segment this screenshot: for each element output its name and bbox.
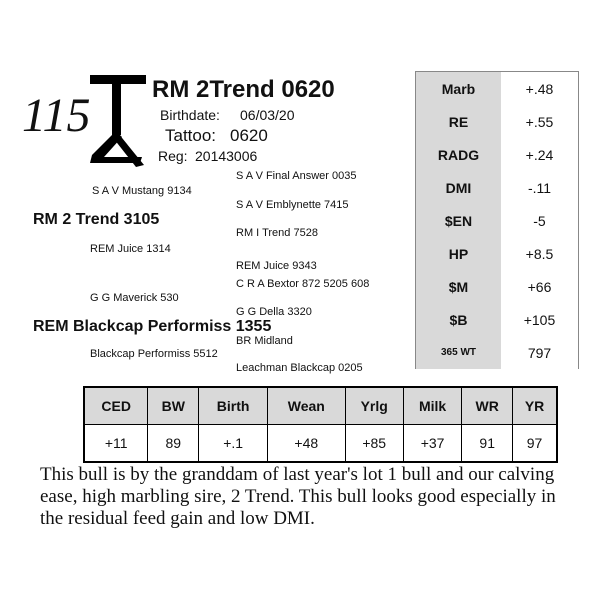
epd-strip-header: YR [513, 387, 557, 425]
epd-label: 365 WT [416, 336, 501, 369]
epd-strip-value: 91 [462, 425, 513, 463]
pedigree-sire-sire: S A V Mustang 9134 [92, 185, 192, 197]
epd-label: DMI [416, 171, 501, 204]
epd-row [416, 72, 578, 105]
epd-row [416, 303, 578, 336]
pedigree-dam: REM Blackcap Performiss 1355 [33, 318, 272, 335]
epd-strip-value: +85 [345, 425, 403, 463]
reg-value: 20143006 [195, 148, 258, 164]
epd-strip-value: +11 [84, 425, 148, 463]
epd-strip-header: WR [462, 387, 513, 425]
epd-strip-header: Wean [268, 387, 345, 425]
reg-label: Reg: [158, 148, 188, 164]
pedigree-dam-sire: G G Maverick 530 [90, 292, 179, 304]
epd-strip-header: CED [84, 387, 148, 425]
pedigree-dam-dam-dam: Leachman Blackcap 0205 [236, 362, 363, 374]
pedigree-sire-sire-sire: S A V Final Answer 0035 [236, 170, 357, 182]
epd-value: +.24 [501, 138, 578, 171]
lot-number: 115 [22, 89, 91, 142]
epd-strip-value: +.1 [199, 425, 268, 463]
epd-value: +105 [501, 303, 578, 336]
epd-value: 797 [501, 336, 578, 369]
epd-strip-header: Yrlg [345, 387, 403, 425]
pedigree-sire-sire-dam: S A V Emblynette 7415 [236, 199, 349, 211]
birthdate-label: Birthdate: [160, 107, 220, 123]
tattoo-value: 0620 [230, 126, 268, 145]
pedigree-sire-dam-dam: REM Juice 9343 [236, 260, 317, 272]
epd-label: HP [416, 237, 501, 270]
epd-label: $M [416, 270, 501, 303]
tattoo-label: Tattoo: [165, 126, 217, 145]
epd-label: RE [416, 105, 501, 138]
epd-label: $B [416, 303, 501, 336]
epd-strip-value: +48 [268, 425, 345, 463]
epd-row [416, 336, 578, 369]
epd-row [416, 270, 578, 303]
epd-side-table [415, 71, 579, 369]
epd-row [416, 171, 578, 204]
pedigree-dam-sire-sire: C R A Bextor 872 5205 608 [236, 278, 370, 290]
pedigree-sire-dam-sire: RM I Trend 7528 [236, 227, 318, 239]
epd-label: $EN [416, 204, 501, 237]
epd-strip-header-row [84, 387, 557, 425]
epd-value: +.55 [501, 105, 578, 138]
epd-strip-value: +37 [403, 425, 461, 463]
epd-value: +.48 [501, 72, 578, 105]
epd-value: +66 [501, 270, 578, 303]
birthdate-value: 06/03/20 [240, 107, 295, 123]
epd-strip-value: 97 [513, 425, 557, 463]
epd-strip-header: BW [148, 387, 199, 425]
animal-name: RM 2Trend 0620 [152, 76, 335, 103]
epd-value: -5 [501, 204, 578, 237]
epd-strip-value: 89 [148, 425, 199, 463]
description-text: This bull is by the granddam of last year's lot 1 bull and our calving ease, high marbling sire, 2 Trend. This bull looks good especially in the residual feed gain and low DMI. [40, 464, 556, 529]
epd-value: -.11 [501, 171, 578, 204]
epd-label: RADG [416, 138, 501, 171]
pedigree-dam-dam-sire: BR Midland [236, 335, 293, 347]
pedigree-dam-dam: Blackcap Performiss 5512 [90, 348, 218, 360]
epd-value: +8.5 [501, 237, 578, 270]
epd-row [416, 138, 578, 171]
epd-strip-header: Milk [403, 387, 461, 425]
epd-strip-header: Birth [199, 387, 268, 425]
pedigree-sire-dam: REM Juice 1314 [90, 243, 171, 255]
brand-icon [86, 73, 150, 169]
epd-strip-table [83, 386, 558, 458]
epd-row [416, 237, 578, 270]
pedigree-dam-sire-dam: G G Della 3320 [236, 306, 312, 318]
epd-row [416, 204, 578, 237]
epd-strip-value-row [84, 425, 557, 463]
epd-row [416, 105, 578, 138]
epd-label: Marb [416, 72, 501, 105]
pedigree-sire: RM 2 Trend 3105 [33, 211, 160, 228]
